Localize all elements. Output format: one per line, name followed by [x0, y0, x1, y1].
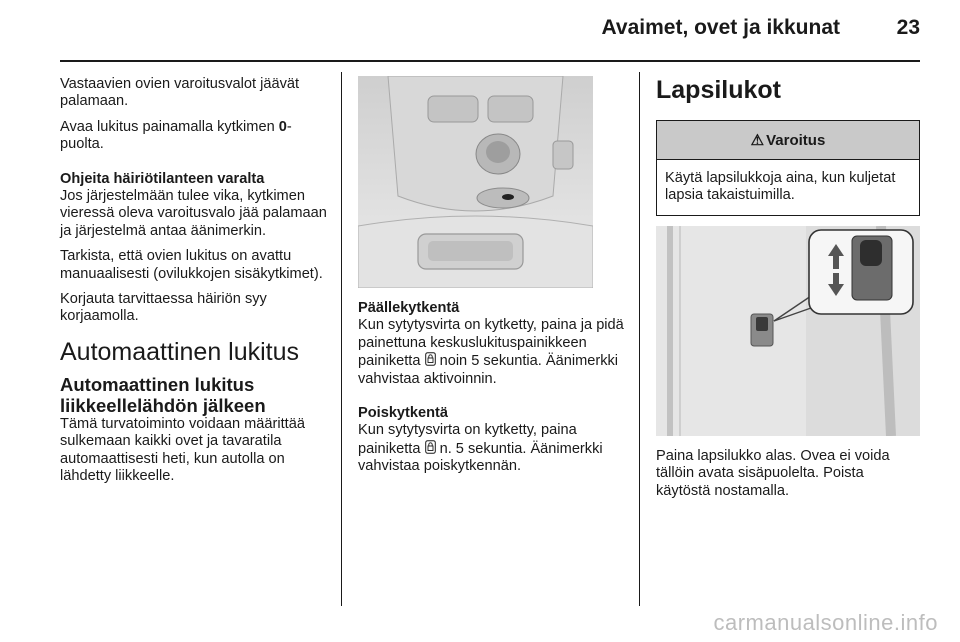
warning-title: Varoitus [766, 131, 826, 149]
subsection-title-auto-lock-drive: Automaattinen lukitus liikkeellelähdön jälkeen [60, 373, 266, 416]
column-2 [358, 76, 624, 476]
section-title-child-locks: Lapsilukot [656, 76, 782, 104]
deactivation-text-end: n. 5 sekuntia. Äänimerkki vahvistaa poiskytkennän. [358, 440, 603, 475]
paragraph-fault: Jos järjestelmään tulee vika, kytkimen vieressä oleva varoitusvalo jää palamaan ja järjestelmä antaa äänimerkin. [60, 188, 327, 239]
header-rule [60, 60, 920, 62]
activation-text: Kun sytytysvirta on kytketty, paina ja pidä painettuna keskuslukituspainikkeen painiketta [358, 317, 624, 370]
paragraph-activation [358, 317, 624, 388]
paragraph-warning-lights: Vastaavien ovien varoitusvalot jäävät palamaan. [60, 76, 300, 110]
trouble-heading: Ohjeita häiriötilanteen varalta [60, 170, 265, 187]
paragraph-auto-lock: Tämä turvatoiminto voidaan määrittää sulkemaan kaikki ovet ja tavaratila automaattisesti heti, kun autolla on lähdetty liikkeelle. [60, 415, 305, 485]
paragraph-child-lock-use: Paina lapsilukko alas. Ovea ei voida tällöin avata sisäpuolelta. Poista käytöstä nostamalla. [656, 447, 890, 499]
lock-button-icon [425, 440, 436, 454]
overhead-console-illustration [358, 76, 593, 288]
warning-body [657, 160, 919, 215]
switch-key-label: 0 [278, 118, 287, 135]
paragraph-deactivation [358, 422, 624, 475]
column-1 [60, 76, 328, 486]
warning-triangle-icon: ⚠ [750, 132, 765, 149]
warning-box [656, 120, 920, 216]
paragraph-check: Tarkista, että ovien lukitus on avattu manuaalisesti (ovilukkojen sisäkytkimet). [60, 248, 323, 282]
activation-text-end: noin 5 sekuntia. Äänimerkki vahvistaa aktivoinnin. [358, 353, 619, 387]
activation-heading: Päällekytkentä [358, 300, 460, 316]
watermark-text: carmanualsonline.info [713, 610, 938, 635]
lock-button-icon [425, 352, 436, 366]
unlock-text: Avaa lukitus painamalla kytkimen [60, 118, 279, 135]
deactivation-heading: Poiskytkentä [358, 405, 449, 422]
page-number: 23 [896, 16, 920, 39]
section-title-auto-lock: Automaattinen lukitus [60, 337, 300, 366]
page-header-title: Avaimet, ovet ja ikkunat [601, 16, 840, 39]
warning-header [657, 121, 919, 160]
paragraph-unlock [60, 119, 328, 154]
paragraph-repair: Korjauta tarvittaessa häiriön syy korjaamolla. [60, 291, 267, 325]
column-divider-1 [341, 72, 342, 606]
deactivation-text: Kun sytytysvirta on kytketty, paina painiketta [358, 422, 577, 457]
column-3 [656, 76, 922, 500]
warning-text: Käytä lapsilukkoja aina, kun kuljetat lapsia takaistuimilla. [665, 170, 896, 204]
child-lock-illustration [656, 226, 920, 436]
unlock-text-suffix: -puolta. [60, 118, 292, 153]
column-divider-2 [639, 72, 640, 606]
